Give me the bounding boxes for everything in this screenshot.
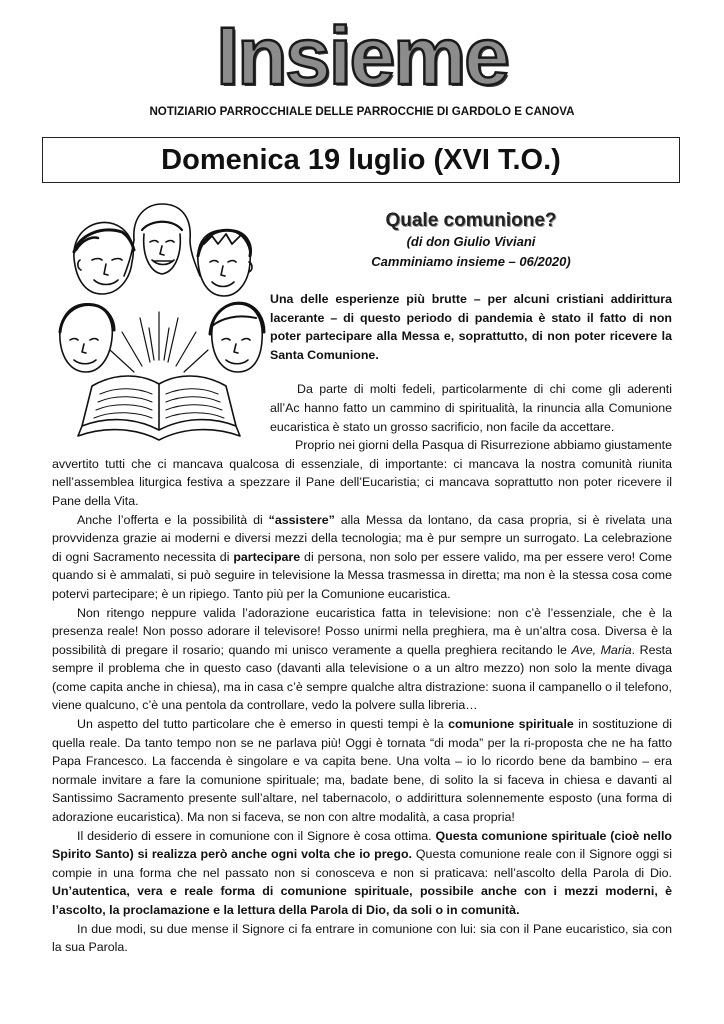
issue-date-title: Domenica 19 luglio (XVI T.O.)	[42, 137, 680, 183]
text-run: Non ritengo neppure valida l’adorazione eucaristica fatta in televisione: non c’è l’essenziale, che è la presenza reale! Non posso adorare il televisore! Posso unirmi nella preghiera, ma è un’altra cosa. Diversa è la possibilità di pregare il rosario; quando mi unisco veramente a quella preghiera recitando le	[52, 605, 672, 657]
text-run: Una delle esperienze più brutte – per alcuni cristiani addirittura lacerante – di questo periodo di pandemia è stato il fatto di non poter partecipare alla Messa e, soprattutto, di non poter ricevere la Santa Comunione.	[270, 292, 672, 362]
light-rays-icon	[110, 312, 208, 372]
text-run: Un aspetto del tutto particolare che è emerso in questi tempi è la	[77, 717, 449, 732]
article-paragraph-4	[52, 511, 672, 604]
text-run: di persona, non solo per essere valido, ma per essere vero! Come quando si è ammalati, si può seguire in televisione la Messa trasmessa in diretta; ma non è la stessa cosa come potervi partecipare; è un ripiego. Tanto più per la Comunione eucaristica.	[52, 549, 672, 601]
text-run: in sostituzione di quella reale. Da tanto tempo non se ne parlava più! Oggi è tornata “di moda” per la ri-proposta che ne ha fatto Papa Francesco. La faccenda è singolare e va capita bene. Una volta – io lo ricordo bene da bambino – era normale invitare a fare la comunione spirituale; ma, badate bene, di solito la si faceva in chiesa e davanti al Santissimo Sacramento presente sull’altare, nel tabernacolo, o addirittura solennemente esposto (una forma di adorazione eucaristica). Ma non si faceva, se non con altre modalità, a casa propria!	[52, 717, 672, 825]
text-run: Proprio nei giorni della Pasqua di Risurrezione abbiamo giustamente avvertito tutti che ci mancava qualcosa di essenziale, di importante: ci mancava la nostra comunità riunita nell’assemblea liturgica festiva a spezzare il Pane dell’Eucaristia; ci mancava soprattutto non poter ricevere il Pane della Vita.	[52, 438, 672, 508]
text-run: partecipare	[233, 549, 301, 564]
people-around-open-bible-icon	[52, 200, 266, 446]
text-run: Un’autentica, vera e reale forma di comunione spirituale, possibile anche con i mezzi moderni, è l’ascolto, la proclamazione e la lettura della Parola di Dio, da soli o in comunità.	[52, 884, 672, 917]
article-title: Quale comunione?	[385, 210, 557, 231]
text-run: “assistere”	[268, 512, 335, 527]
article-paragraph-3	[52, 436, 672, 510]
face-man-lower-left-icon	[60, 304, 114, 372]
article-paragraph-7	[52, 827, 672, 920]
text-run: alla Messa da lontano, da casa propria, si è rivelata una provvidenza grazie ai moderni e diversi mezzi della tecnologia; ma è pur sempre un surrogato. La celebrazione di ogni Sacramento necessita di	[52, 512, 672, 564]
face-boy-right-icon	[198, 230, 252, 296]
face-man-left-icon	[74, 222, 134, 294]
text-run: Questa comunione reale con il Signore oggi si compie in una forma che nel passato non si conosceva e non si praticava: nell’ascolto della Parola di Dio.	[52, 847, 673, 880]
text-run: comunione spirituale	[448, 717, 574, 732]
article	[52, 200, 672, 957]
article-paragraph-8	[52, 920, 672, 957]
text-run: Questa comunione spirituale (cioè nello Spirito Santo) si realizza però anche ogni volta che io prego.	[52, 828, 673, 862]
text-run: Da parte di molti fedeli, particolarmente di chi come gli aderenti all’Ac hanno fatto un cammino di spiritualità, la rinuncia alla Comunione eucaristica è stato un grosso sacrificio, non facile da accettare.	[270, 382, 672, 434]
face-woman-center-icon	[124, 204, 200, 276]
text-run: Ave, Maria	[571, 642, 632, 657]
text-run: Il desiderio di essere in comunione con il Signore è cosa ottima.	[77, 828, 436, 843]
article-paragraph-5	[52, 604, 672, 716]
masthead-title: Insieme	[216, 11, 508, 102]
article-source: Camminiamo insieme – 06/2020)	[371, 254, 571, 269]
text-run: . Resta sempre il problema che in questo caso (davanti alla televisione o a un altro mezzo) non solo la mente divaga (come capita anche in chiesa), ma in casa c’è sempre qualche altra distrazione: suona il campanello o il telefono, viene qualcuno, c’è una pentola da controllare, vedo la polvere sulla libreria…	[52, 642, 672, 713]
text-run: In due modi, su due mense il Signore ci fa entrare in comunione con lui: sia con il Pane eucaristico, sia con la sua Parola.	[52, 921, 672, 955]
face-girl-lower-right-icon	[210, 303, 264, 372]
article-paragraph-6	[52, 715, 672, 827]
text-run: Anche l’offerta e la possibilità di	[77, 512, 269, 527]
masthead-subtitle: NOTIZIARIO PARROCCHIALE DELLE PARROCCHIE DI GARDOLO E CANOVA	[149, 105, 575, 118]
article-byline: (di don Giulio Viviani	[406, 234, 536, 249]
open-book-icon	[78, 376, 240, 440]
